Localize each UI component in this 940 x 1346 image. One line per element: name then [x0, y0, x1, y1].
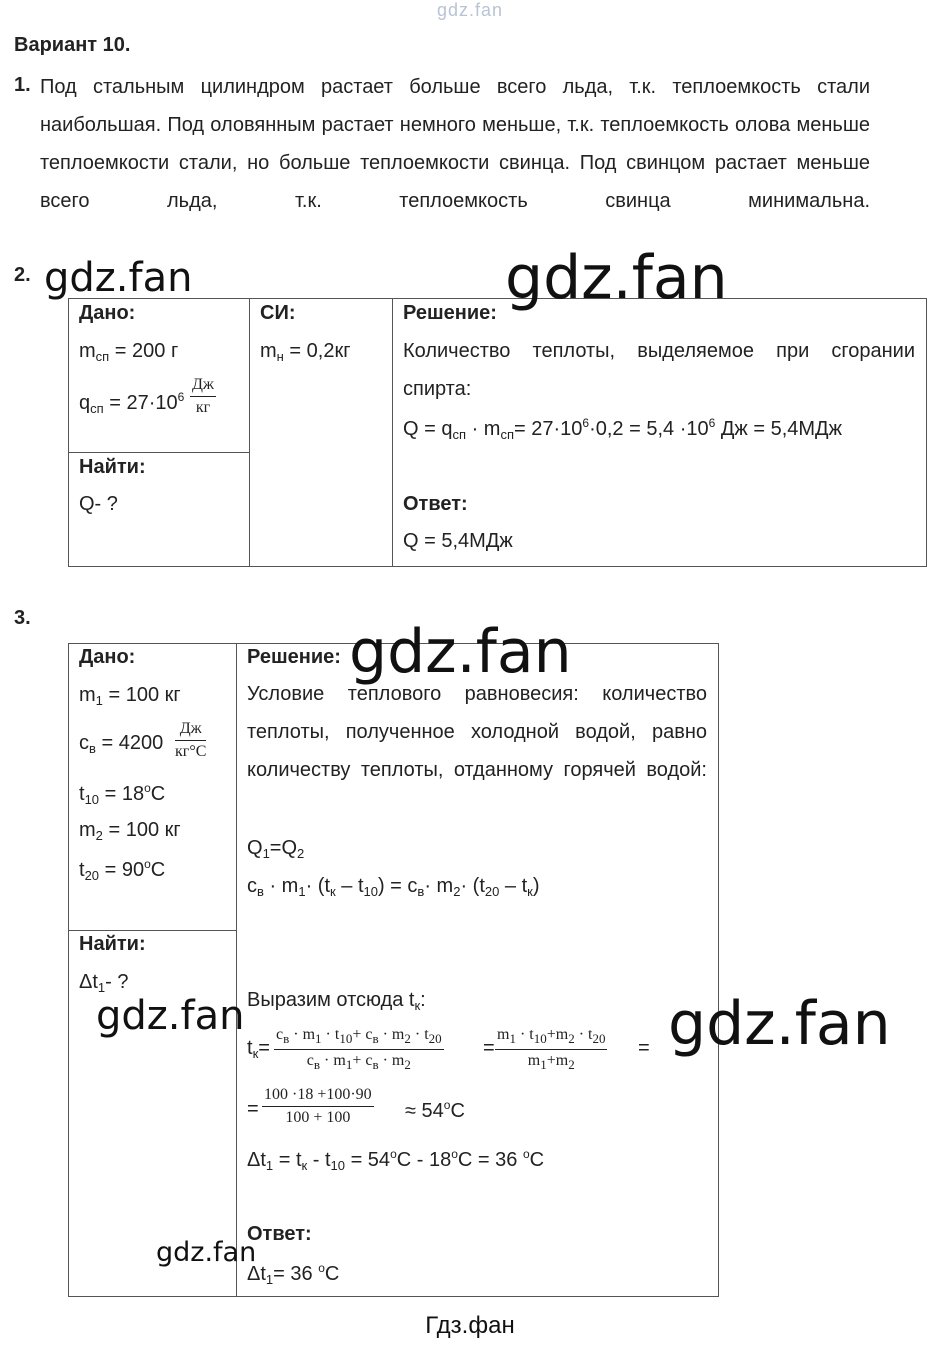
task3-fraction-3: $\frac{100 \cdot 18 +100\cdot 90}{100 + 100}$	[264, 1086, 372, 1126]
variant-title: Вариант 10.	[14, 34, 131, 56]
task2-answer-header: Ответ:	[403, 493, 468, 515]
task2-number: 2.	[14, 264, 31, 286]
task2-formula: $Q = q_{сп} \cdot m_{сп}= 27\cdot 10^6\cdot 0,2 = 5,4 \cdot 10^6$ Дж = 5,4МДж	[403, 416, 842, 442]
task3-divider-h	[68, 930, 236, 931]
task3-delta-line: $\Delta t_1 = t_к - t_{10} = 54^oC - 18^oC = 36$ $^o$C	[247, 1147, 545, 1173]
footer-caption: Гдз.фан	[425, 1312, 515, 1339]
task3-c-unit: Дж кг°С	[175, 720, 207, 760]
task3-find-value: $\Delta t_1-$ ?	[79, 971, 129, 995]
task2-given-q: $q_{сп} = 27\cdot 10^6$	[79, 390, 185, 416]
task3-eq2: $c_в \cdot m_1\cdot (t_к - t_{10}) = c_в\cdot m_2\cdot (t_{20} - t_к)$	[247, 875, 540, 899]
watermark-6: gdz.fan	[156, 1237, 257, 1268]
watermark-5: gdz.fan	[668, 989, 891, 1059]
task3-fraction-2: $\frac{m_1 \cdot t_{10}+m_2 \cdot t_{20}}{m_1+m_2}$	[497, 1026, 606, 1072]
task3-eq-sign-3: =	[247, 1098, 259, 1120]
task3-answer-header: Ответ:	[247, 1223, 312, 1245]
task3-number: 3.	[14, 607, 31, 629]
task3-eq1: $Q_1=Q_2$	[247, 837, 305, 861]
task3-tk-label: $t_к=$	[247, 1037, 270, 1061]
task2-solution-text: Количество теплоты, выделяемое при сгорании спирта:	[403, 340, 915, 400]
task2-si-value: $m_н = 0,2кг$	[260, 340, 351, 364]
task3-solution-text: Условие теплового равновесия: количество теплоты, полученное холодной водой, равно количеству теплоты, отданному горячей водой:	[247, 683, 707, 781]
task2-si-header: СИ:	[260, 302, 296, 324]
task3-given-t20: $t_{20} = 90^oC$	[79, 857, 166, 883]
task2-q-unit: Дж кг	[192, 376, 214, 416]
task3-find-header: Найти:	[79, 933, 146, 955]
task3-solution-header: Решение:	[247, 646, 341, 668]
task2-answer: Q = 5,4МДж	[403, 530, 513, 552]
watermark-1: gdz.fan	[44, 255, 193, 301]
task2-given-header: Дано:	[79, 302, 136, 324]
task3-divider-v	[236, 643, 237, 1296]
task2-divider-h	[68, 452, 249, 453]
task3-given-m1: $m_1 = 100$ кг	[79, 684, 181, 708]
task3-given-m2: $m_2 = 100$ кг	[79, 819, 181, 843]
task3-express: Выразим отсюда $t_к$:	[247, 989, 426, 1013]
task1-text: Под стальным цилиндром растает больше всего льда, т.к. теплоемкость стали наибольшая. Под оловянным растает немного меньше, т.к. теплоемкость олова меньше теплоемкости стали, но больше теплоемкости свинца. Под свинцом растает меньше всего льда, т.к. теплоемкость свинца минимальна.	[40, 76, 870, 212]
task3-fraction-1: $c_в \cdot m_1 \cdot t_{10}+ c_в \cdot m_2 \cdot t_{20}$ $c_в \cdot m_1+ c_в \cdot m_2$	[276, 1026, 442, 1072]
task3-eq-sign-2: =	[638, 1037, 650, 1059]
task3-given-t10: $t_{10} = 18^oC$	[79, 781, 166, 807]
top-watermark: gdz.fan	[437, 0, 504, 20]
task2-find-header: Найти:	[79, 456, 146, 478]
watermark-2: gdz.fan	[505, 243, 728, 313]
task3-approx: ≈ $54^oC$	[405, 1098, 465, 1122]
task3-given-header: Дано:	[79, 646, 136, 668]
task2-divider-1	[249, 298, 250, 566]
task2-solution-header: Решение:	[403, 302, 497, 324]
task3-answer: $\Delta t_1= 36$ $^o$C	[247, 1261, 340, 1287]
task3-given-c: $c_в = 4200$	[79, 732, 164, 756]
watermark-4: gdz.fan	[96, 993, 245, 1039]
task2-find-value: Q- ?	[79, 493, 118, 515]
task1-number: 1.	[14, 74, 31, 96]
task3-eq-sign: =	[483, 1037, 495, 1059]
watermark-3: gdz.fan	[349, 617, 572, 687]
task2-divider-2	[392, 298, 393, 566]
task2-given-mass: $m_{сп} = 200$ г	[79, 340, 179, 364]
